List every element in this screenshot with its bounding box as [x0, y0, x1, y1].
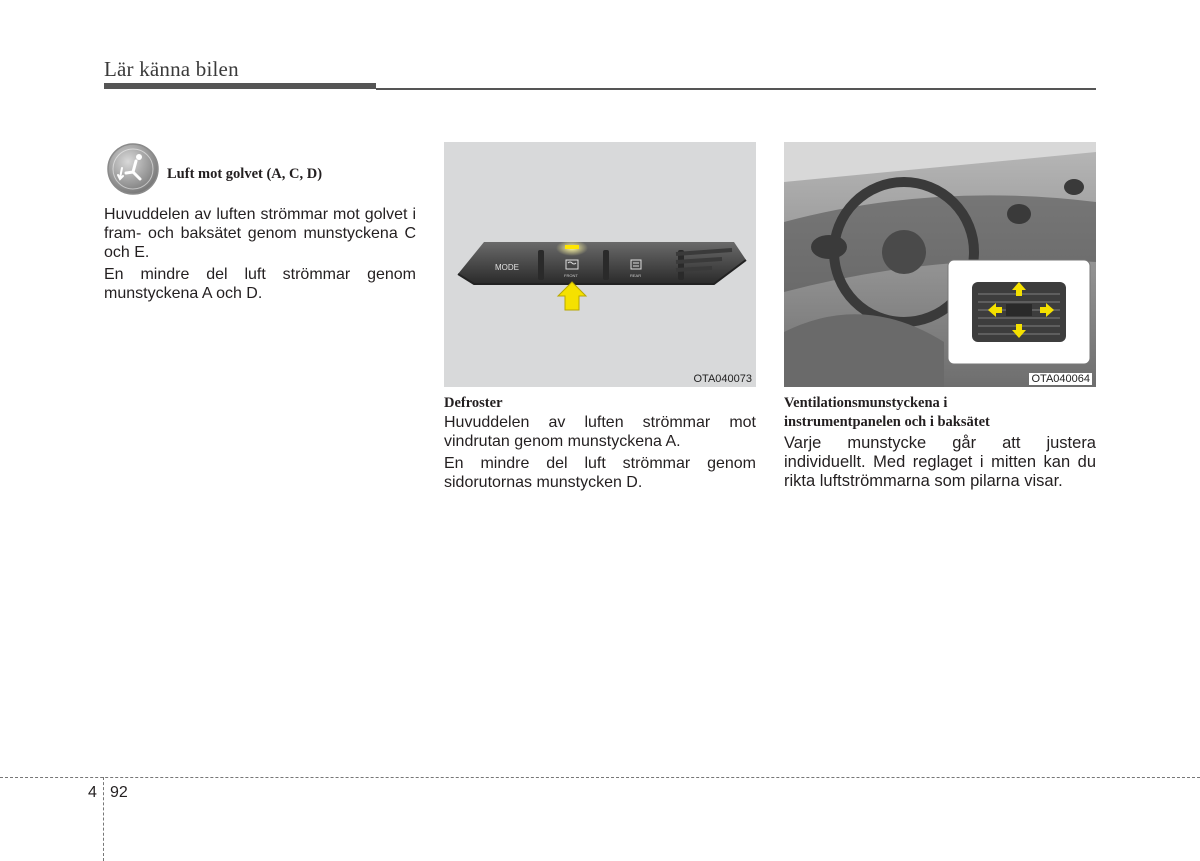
floor-airflow-heading: Luft mot golvet (A, C, D)	[167, 166, 323, 182]
footer-divider-vertical	[103, 777, 104, 861]
paragraph: En mindre del luft strömmar genom sidorutornas munstycken D.	[444, 455, 756, 491]
page-number: 92	[110, 784, 128, 801]
mode-button-label: MODE	[495, 263, 519, 272]
header-rule-thin	[376, 88, 1096, 90]
paragraph: En mindre del luft strömmar genom munstyckena A och D.	[104, 266, 416, 302]
floor-airflow-icon	[106, 142, 160, 196]
press-arrow-icon	[558, 282, 586, 310]
column-3-text	[784, 394, 1096, 491]
paragraph: Varje munstycke går att justera individuellt. Med reglaget i mitten kan du rikta luftströmmarna som pilarna visar.	[784, 434, 1096, 490]
figure-code: OTA040073	[693, 373, 752, 385]
ventilation-heading-line2: instrumentpanelen och i baksätet	[784, 414, 990, 430]
vent-inset	[948, 260, 1090, 364]
rear-button-label: REAR	[630, 273, 642, 278]
footer-divider	[0, 777, 1200, 778]
ventilation-figure	[784, 142, 1096, 387]
header-rule-thick	[104, 83, 376, 89]
column-2-text	[444, 394, 756, 492]
ventilation-heading-line1: Ventilationsmunstyckena i	[784, 395, 948, 411]
figure-code: OTA040064	[1031, 373, 1090, 385]
paragraph: Huvuddelen av luften strömmar mot vindrutan genom munstyckena A.	[444, 414, 756, 450]
defroster-heading: Defroster	[444, 395, 503, 411]
defroster-figure	[444, 142, 756, 387]
chapter-number: 4	[88, 784, 97, 801]
paragraph: Huvuddelen av luften strömmar mot golvet i fram- och baksätet genom munstyckena C och E.	[104, 206, 416, 261]
page-header-title: Lär känna bilen	[104, 57, 239, 81]
front-button-label: FRONT	[564, 273, 578, 278]
column-1-text	[104, 205, 416, 303]
